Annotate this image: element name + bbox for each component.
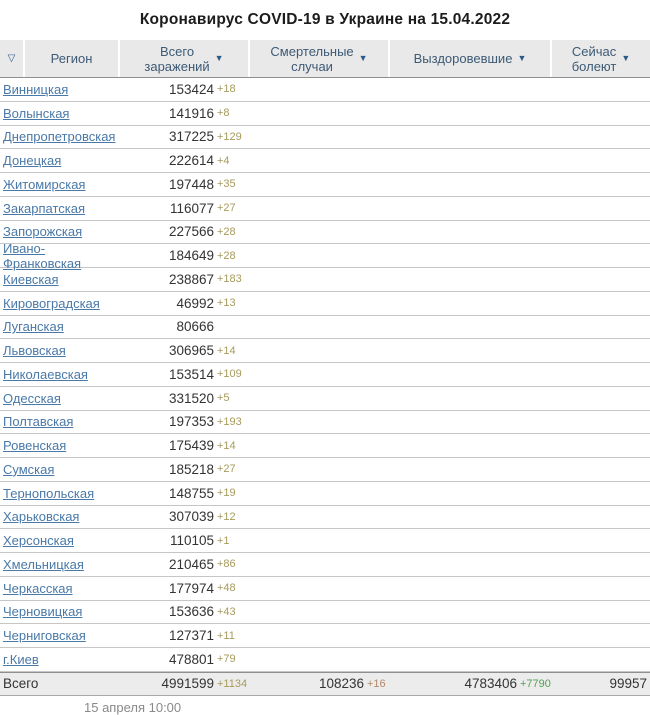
infected-cell [120,411,250,434]
table-row [0,102,650,126]
recovered-cell [390,553,552,576]
region-link[interactable]: Одесская [3,390,61,406]
deaths-cell [250,387,390,410]
infected-value: 141916 [168,105,214,121]
region-cell [0,78,120,101]
infected-value: 222614 [168,153,214,169]
infected-value: 127371 [168,628,214,644]
infected-delta: +129 [217,130,242,143]
recovered-cell [390,292,552,315]
infected-value: 177974 [168,580,214,596]
region-cell [0,529,120,552]
total-deaths-delta: +16 [367,677,386,690]
infected-value: 175439 [168,438,214,454]
infected-delta: +28 [217,225,236,238]
recovered-column-header[interactable] [390,40,552,77]
infected-cell [120,244,250,267]
sick-cell [552,506,650,529]
recovered-cell [390,339,552,362]
region-link[interactable]: Сумская [3,461,55,477]
region-link[interactable]: Черкасская [3,580,73,596]
table-row [0,482,650,506]
deaths-cell [250,506,390,529]
region-link[interactable]: Полтавская [3,414,74,430]
recovered-cell [390,78,552,101]
infected-cell [120,149,250,172]
region-link[interactable]: г.Киев [3,651,39,667]
infected-delta: +27 [217,202,236,215]
region-header-label: Регион [50,51,93,66]
infected-delta: +28 [217,249,236,262]
table-row [0,624,650,648]
region-link[interactable]: Закарпатская [3,200,86,216]
infected-cell [120,553,250,576]
table-row [0,434,650,458]
table-row [0,387,650,411]
infected-value: 331520 [168,390,214,406]
deaths-cell [250,339,390,362]
region-cell [0,577,120,600]
page-title: Коронавирус COVID-19 в Украине на 15.04.2022 [139,11,511,28]
region-link[interactable]: Луганская [3,319,64,335]
deaths-cell [250,197,390,220]
infected-cell [120,482,250,505]
deaths-cell [250,268,390,291]
infected-cell [120,601,250,624]
sick-cell [552,339,650,362]
recovered-cell [390,458,552,481]
region-cell [0,316,120,339]
infected-value: 153514 [168,366,214,382]
sick-header-line1: Сейчас [571,43,617,59]
infected-cell [120,78,250,101]
region-link[interactable]: Хмельницкая [3,556,84,572]
table-row [0,78,650,102]
sick-cell [552,102,650,125]
infected-value: 46992 [176,295,214,311]
table-header [0,40,650,78]
infected-value: 153636 [168,604,214,620]
infected-header-line2: заражений [144,58,210,74]
infected-delta: +48 [217,582,236,595]
region-cell [0,102,120,125]
sick-cell [552,149,650,172]
recovered-cell [390,506,552,529]
table-row [0,529,650,553]
region-cell [0,458,120,481]
region-cell [0,553,120,576]
infected-delta: +86 [217,558,236,571]
deaths-header-line2: случаи [291,58,333,74]
deaths-cell [250,577,390,600]
infected-delta: +5 [217,392,230,405]
table-row [0,316,650,340]
infected-cell [120,268,250,291]
sort-desc-icon[interactable]: ▼ [214,53,224,63]
total-infected-cell [120,673,250,695]
sick-cell [552,173,650,196]
deaths-cell [250,102,390,125]
infected-delta: +1 [217,534,230,547]
region-link[interactable]: Черниговская [3,628,86,644]
region-cell [0,648,120,671]
sick-cell [552,244,650,267]
total-deaths-cell [250,673,390,695]
infected-value: 185218 [168,461,214,477]
total-recovered-delta: +7790 [520,677,551,690]
recovered-cell [390,411,552,434]
infected-delta: +193 [217,415,242,428]
recovered-cell [390,601,552,624]
infected-header-line1: Всего [159,43,195,59]
deaths-cell [250,244,390,267]
table-row [0,458,650,482]
sick-cell [552,363,650,386]
update-time-note: 15 апреля 10:00 [84,699,182,715]
recovered-cell [390,482,552,505]
recovered-cell [390,624,552,647]
infected-delta: +13 [217,297,236,310]
recovered-cell [390,197,552,220]
sick-cell [552,387,650,410]
infected-delta: +14 [217,344,236,357]
sick-cell [552,316,650,339]
infected-delta: +14 [217,439,236,452]
filter-triangle-icon[interactable]: ▽ [7,52,16,64]
deaths-header-line1: Смертельные [270,43,354,59]
region-link[interactable]: Киевская [3,271,59,287]
region-link[interactable]: Волынская [3,105,70,121]
total-row [0,672,650,696]
infected-delta: +109 [217,368,242,381]
infected-value: 116077 [169,200,214,216]
deaths-cell [250,363,390,386]
table-row [0,577,650,601]
deaths-cell [250,149,390,172]
region-link[interactable]: Донецкая [3,153,62,169]
region-cell [0,240,120,271]
infected-delta: +12 [217,510,236,523]
region-cell [0,482,120,505]
deaths-cell [250,601,390,624]
recovered-cell [390,577,552,600]
region-cell [0,363,120,386]
recovered-cell [390,648,552,671]
recovered-header-label: Выздоровевшие [413,51,513,66]
sort-desc-icon[interactable]: ▼ [358,53,368,63]
recovered-cell [390,244,552,267]
sick-header-line2: болеют [571,58,617,74]
infected-value: 197448 [168,176,214,192]
sick-cell [552,529,650,552]
infected-delta: +11 [217,629,235,642]
region-link[interactable]: Николаевская [3,366,88,382]
region-link[interactable]: Львовская [3,343,66,359]
deaths-cell [250,316,390,339]
deaths-cell [250,292,390,315]
table-row [0,292,650,316]
recovered-cell [390,316,552,339]
recovered-cell [390,149,552,172]
region-cell [0,624,120,647]
infected-cell [120,434,250,457]
deaths-cell [250,482,390,505]
region-cell [0,601,120,624]
deaths-cell [250,78,390,101]
sick-cell [552,292,650,315]
infected-cell [120,387,250,410]
deaths-cell [250,458,390,481]
table-row [0,553,650,577]
deaths-cell [250,173,390,196]
deaths-cell [250,434,390,457]
sick-cell [552,624,650,647]
infected-value: 110105 [169,533,214,549]
infected-delta: +43 [217,605,236,618]
infected-delta: +18 [217,83,236,96]
infected-cell [120,102,250,125]
infected-value: 210465 [168,556,214,572]
region-link[interactable]: Запорожская [3,224,83,240]
region-cell [0,411,120,434]
region-link[interactable]: Житомирская [3,176,86,192]
total-label: Всего [3,676,39,692]
table-body [0,78,650,672]
region-cell [0,506,120,529]
recovered-cell [390,434,552,457]
table-row [0,197,650,221]
deaths-column-header[interactable] [250,40,390,77]
sick-cell [552,553,650,576]
table-row [0,601,650,625]
recovered-cell [390,363,552,386]
infected-value: 80666 [176,319,214,335]
region-link[interactable]: Тернопольская [3,485,95,501]
sick-cell [552,411,650,434]
infected-cell [120,197,250,220]
sort-desc-icon[interactable]: ▼ [517,53,527,63]
sick-cell [552,482,650,505]
total-recovered-cell [390,673,552,695]
region-cell [0,434,120,457]
region-cell [0,339,120,362]
table-row [0,173,650,197]
table-row [0,268,650,292]
infected-cell [120,221,250,244]
deaths-cell [250,553,390,576]
infected-delta: +8 [217,107,230,120]
filter-header-cell[interactable] [0,40,25,77]
table-row [0,363,650,387]
region-column-header[interactable] [25,40,120,77]
recovered-cell [390,173,552,196]
infected-delta: +27 [217,463,236,476]
region-link[interactable]: Ровенская [3,438,67,454]
infected-delta: +35 [217,178,236,191]
infected-column-header[interactable] [120,40,250,77]
deaths-cell [250,126,390,149]
region-link[interactable]: Винницкая [3,81,69,97]
recovered-cell [390,529,552,552]
total-sick-cell [552,673,650,695]
recovered-cell [390,268,552,291]
deaths-cell [250,624,390,647]
infected-cell [120,577,250,600]
infected-delta: +183 [217,273,242,286]
infected-cell [120,624,250,647]
deaths-cell [250,648,390,671]
table-row [0,648,650,672]
infected-value: 478801 [168,651,214,667]
infected-delta: +4 [217,154,230,167]
region-cell [0,149,120,172]
sick-column-header[interactable] [552,40,650,77]
infected-value: 184649 [168,248,214,264]
deaths-cell [250,529,390,552]
table-row [0,411,650,435]
sick-cell [552,221,650,244]
deaths-cell [250,221,390,244]
total-infected-value: 4991599 [161,676,214,692]
total-recovered-value: 4783406 [464,676,517,692]
sort-desc-icon[interactable]: ▼ [621,53,631,63]
infected-cell [120,363,250,386]
region-cell [0,268,120,291]
sick-cell [552,268,650,291]
region-link[interactable]: Днепропетровская [3,129,116,145]
total-sick-value: 99957 [609,676,647,692]
sick-cell [552,458,650,481]
infected-value: 238867 [168,271,214,287]
table-row [0,339,650,363]
recovered-cell [390,126,552,149]
infected-delta: +19 [217,487,236,500]
total-infected-delta: +1134 [217,677,248,690]
deaths-cell [250,411,390,434]
table-row [0,240,650,271]
region-link[interactable]: Ивано-Франковская [3,240,82,271]
region-cell [0,173,120,196]
infected-cell [120,173,250,196]
infected-value: 317225 [168,129,214,145]
total-deaths-value: 108236 [318,676,364,692]
table-row [0,506,650,530]
sick-cell [552,577,650,600]
infected-cell [120,648,250,671]
recovered-cell [390,221,552,244]
infected-value: 153424 [168,81,214,97]
recovered-cell [390,102,552,125]
region-cell [0,197,120,220]
infected-cell [120,339,250,362]
sick-cell [552,197,650,220]
sick-cell [552,648,650,671]
infected-value: 227566 [168,224,214,240]
region-cell [0,387,120,410]
infected-cell [120,529,250,552]
infected-cell [120,506,250,529]
infected-delta: +79 [217,653,236,666]
sick-cell [552,601,650,624]
infected-value: 148755 [168,485,214,501]
region-link[interactable]: Черновицкая [3,604,83,620]
sick-cell [552,434,650,457]
region-link[interactable]: Херсонская [3,533,74,549]
infected-cell [120,292,250,315]
table-row [0,126,650,150]
region-cell [0,126,120,149]
region-link[interactable]: Харьковская [3,509,80,525]
region-link[interactable]: Кировоградская [3,295,100,311]
sick-cell [552,78,650,101]
infected-cell [120,316,250,339]
recovered-cell [390,387,552,410]
infected-cell [120,458,250,481]
infected-value: 307039 [168,509,214,525]
infected-cell [120,126,250,149]
infected-value: 306965 [168,343,214,359]
infected-value: 197353 [168,414,214,430]
table-row [0,149,650,173]
region-cell [0,292,120,315]
sick-cell [552,126,650,149]
